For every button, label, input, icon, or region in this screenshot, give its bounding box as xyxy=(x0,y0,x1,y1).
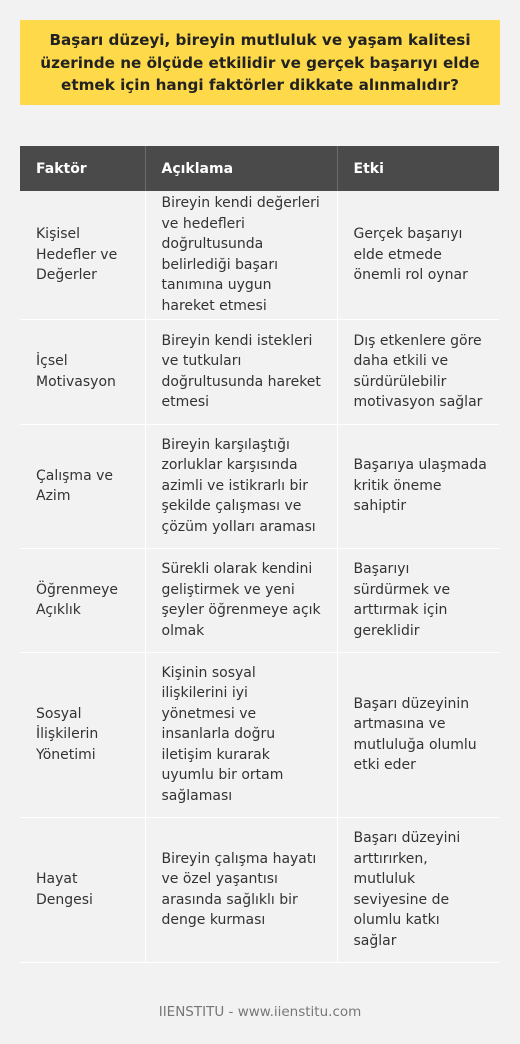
description-cell: Kişinin sosyal ilişkilerini iyi yönetmesi ve insanlarla doğru iletişim kurarak uyumlu bir ortam sağlaması xyxy=(145,652,337,817)
table-row xyxy=(20,817,499,962)
footer-credit: IIENSTITU - www.iienstitu.com xyxy=(158,1004,362,1020)
table-row xyxy=(20,652,499,817)
description-cell: Bireyin kendi değerleri ve hedefleri doğrultusunda belirlediği başarı tanımına uygun hareket etmesi xyxy=(145,191,337,319)
factor-cell: Sosyal İlişkilerin Yönetimi xyxy=(20,652,145,817)
description-cell: Sürekli olarak kendini geliştirmek ve yeni şeyler öğrenmeye açık olmak xyxy=(145,548,337,652)
column-header-factor: Faktör xyxy=(20,146,145,191)
effect-cell: Başarı düzeyinin artmasına ve mutluluğa olumlu etki eder xyxy=(337,652,499,817)
factor-cell: Öğrenmeye Açıklık xyxy=(20,548,145,652)
factors-table xyxy=(20,146,499,963)
factor-cell: Hayat Dengesi xyxy=(20,817,145,962)
effect-cell: Gerçek başarıyı elde etmede önemli rol oynar xyxy=(337,191,499,319)
factor-cell: İçsel Motivasyon xyxy=(20,319,145,424)
description-cell: Bireyin karşılaştığı zorluklar karşısında azimli ve istikrarlı bir şekilde çalışması ve çözüm yolları araması xyxy=(145,424,337,548)
table-row xyxy=(20,191,499,319)
factor-cell: Çalışma ve Azim xyxy=(20,424,145,548)
table-row xyxy=(20,319,499,424)
table-row xyxy=(20,424,499,548)
factor-cell: Kişisel Hedefler ve Değerler xyxy=(20,191,145,319)
column-header-description: Açıklama xyxy=(145,146,337,191)
table-row xyxy=(20,548,499,652)
page-title: Başarı düzeyi, bireyin mutluluk ve yaşam kalitesi üzerinde ne ölçüde etkilidir ve gerçek başarıyı elde etmek için hangi faktörler dikkate alınmalıdır? xyxy=(20,20,500,105)
effect-cell: Dış etkenlere göre daha etkili ve sürdürülebilir motivasyon sağlar xyxy=(337,319,499,424)
description-cell: Bireyin çalışma hayatı ve özel yaşantısı arasında sağlıklı bir denge kurması xyxy=(145,817,337,962)
column-header-effect: Etki xyxy=(353,160,384,177)
effect-cell: Başarı düzeyini arttırırken, mutluluk seviyesine de olumlu katkı sağlar xyxy=(337,817,499,962)
table-header-row xyxy=(20,146,499,191)
description-cell: Bireyin kendi istekleri ve tutkuları doğrultusunda hareket etmesi xyxy=(145,319,337,424)
effect-cell: Başarıyı sürdürmek ve arttırmak için gereklidir xyxy=(337,548,499,652)
effect-cell: Başarıya ulaşmada kritik öneme sahiptir xyxy=(337,424,499,548)
